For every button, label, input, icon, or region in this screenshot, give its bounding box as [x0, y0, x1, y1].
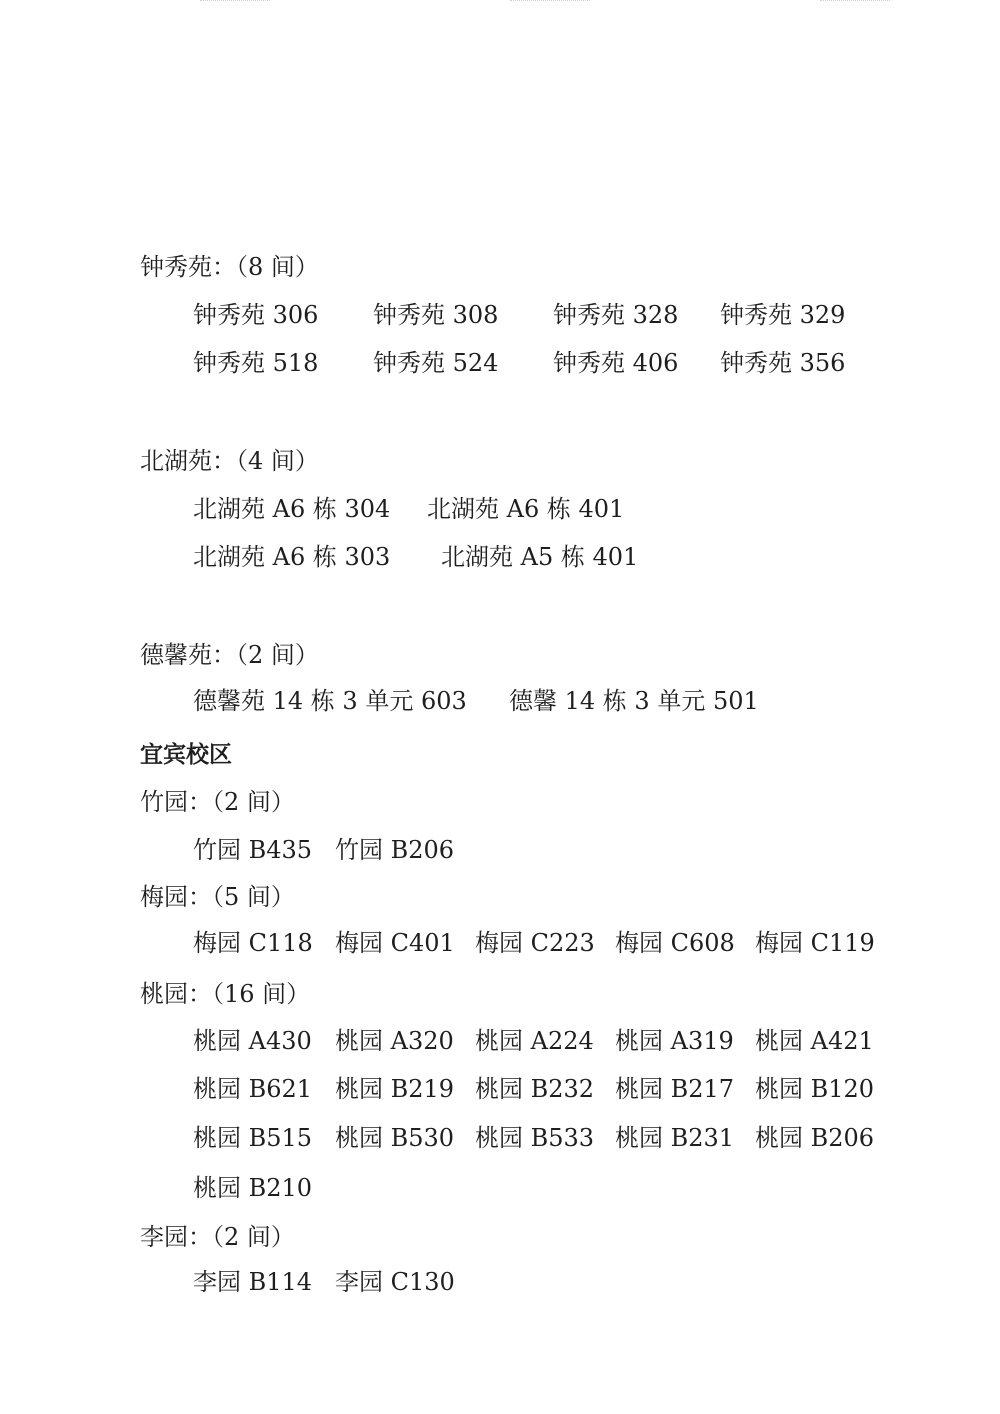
- room-item: 梅园 C608: [615, 929, 735, 957]
- room-item: 桃园 A224: [475, 1027, 594, 1055]
- room-item: 桃园 B206: [755, 1124, 875, 1152]
- room-item: 桃园 A421: [755, 1027, 874, 1055]
- room-item: 梅园 C119: [755, 929, 875, 957]
- room-item: 钟秀苑 329: [720, 301, 846, 329]
- room-item: 梅园 C118: [193, 929, 313, 957]
- scan-artifact: [200, 0, 270, 7]
- room-item: 钟秀苑 308: [373, 301, 499, 329]
- room-item: 桃园 B530: [335, 1124, 455, 1152]
- room-item: 钟秀苑 524: [373, 349, 499, 377]
- scan-artifact: [820, 0, 890, 7]
- room-item: 桃园 B120: [755, 1075, 875, 1103]
- room-item: 桃园 A430: [193, 1027, 312, 1055]
- campus-title: 宜宾校区: [140, 742, 232, 768]
- room-item: 桃园 B210: [193, 1174, 313, 1202]
- scan-artifact: [510, 0, 590, 7]
- section-heading-dexinyuan: 德馨苑：（2 间）: [140, 641, 319, 669]
- room-item: 桃园 B219: [335, 1075, 455, 1103]
- room-item: 钟秀苑 518: [193, 349, 319, 377]
- room-item: 桃园 B533: [475, 1124, 595, 1152]
- room-item: 桃园 A319: [615, 1027, 734, 1055]
- room-item: 李园 B114: [193, 1268, 313, 1296]
- room-item: 北湖苑 A6 栋 303: [193, 543, 391, 571]
- room-item: 德馨苑 14 栋 3 单元 603: [193, 687, 467, 715]
- room-item: 竹园 B435: [193, 836, 313, 864]
- section-heading-zhuyuan: 竹园：（2 间）: [140, 788, 295, 816]
- room-item: 桃园 B232: [475, 1075, 595, 1103]
- room-item: 桃园 B231: [615, 1124, 735, 1152]
- section-heading-beihuyuan: 北湖苑：（4 间）: [140, 447, 319, 475]
- room-item: 北湖苑 A6 栋 304: [193, 495, 391, 523]
- room-item: 钟秀苑 306: [193, 301, 319, 329]
- room-item: 梅园 C223: [475, 929, 595, 957]
- room-item: 桃园 B621: [193, 1075, 313, 1103]
- room-item: 竹园 B206: [335, 836, 455, 864]
- room-item: 德馨 14 栋 3 单元 501: [509, 687, 759, 715]
- section-heading-zhongxiuyuan: 钟秀苑：（8 间）: [140, 253, 319, 281]
- section-heading-meiyuan: 梅园：（5 间）: [140, 883, 295, 911]
- room-item: 桃园 B217: [615, 1075, 735, 1103]
- room-item: 桃园 A320: [335, 1027, 454, 1055]
- section-heading-taoyuan: 桃园：（16 间）: [140, 980, 311, 1008]
- room-item: 梅园 C401: [335, 929, 455, 957]
- room-item: 北湖苑 A5 栋 401: [441, 543, 639, 571]
- room-item: 钟秀苑 406: [553, 349, 679, 377]
- room-item: 钟秀苑 328: [553, 301, 679, 329]
- room-item: 桃园 B515: [193, 1124, 313, 1152]
- room-item: 钟秀苑 356: [720, 349, 846, 377]
- section-heading-liyuan: 李园：（2 间）: [140, 1223, 295, 1251]
- room-item: 北湖苑 A6 栋 401: [427, 495, 625, 523]
- room-item: 李园 C130: [335, 1268, 455, 1296]
